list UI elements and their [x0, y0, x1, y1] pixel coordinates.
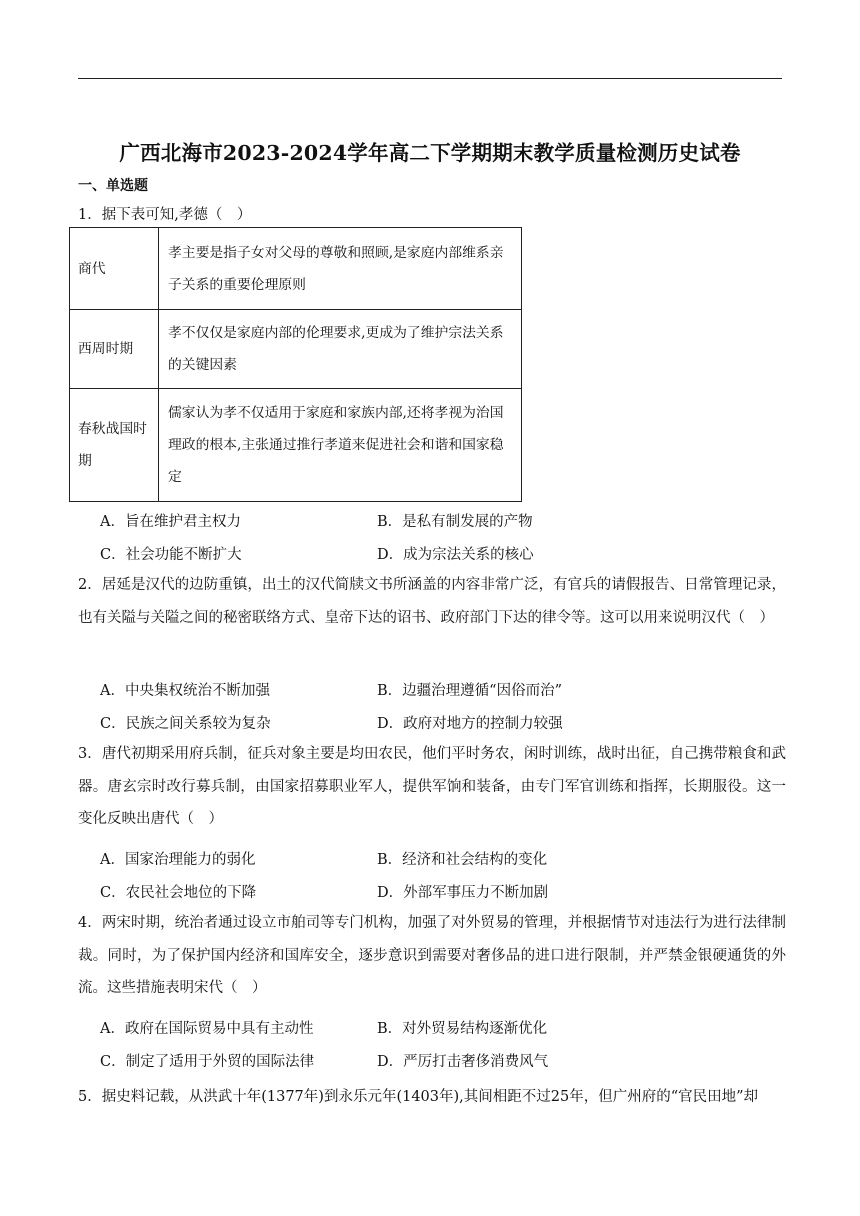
- table-row: [70, 310, 522, 389]
- question-3-option-b[interactable]: B．经济和社会结构的变化: [377, 852, 548, 868]
- question-1-option-d[interactable]: D．成为宗法关系的核心: [377, 547, 534, 563]
- question-3-option-d[interactable]: D．外部军事压力不断加剧: [377, 885, 549, 901]
- exam-title: 广西北海市2023-2024学年高二下学期期末教学质量检测历史试卷: [119, 141, 741, 165]
- table-cell-era: 商代: [70, 228, 159, 310]
- question-1-table: [69, 227, 522, 502]
- question-4-option-b[interactable]: B．对外贸易结构逐渐优化: [377, 1021, 548, 1037]
- table-cell-desc: 儒家认为孝不仅适用于家庭和家族内部,还将孝视为治国理政的根本,主张通过推行孝道来促进社会和谐和国家稳定: [159, 389, 522, 502]
- table-row: [70, 228, 522, 310]
- question-1-option-a[interactable]: A．旨在维护君主权力: [100, 514, 241, 530]
- header-rule: [78, 78, 782, 79]
- question-4-option-a[interactable]: A．政府在国际贸易中具有主动性: [100, 1021, 314, 1037]
- question-1-stem: 1．据下表可知,孝德（ ）: [78, 207, 252, 223]
- question-4-option-c[interactable]: C．制定了适用于外贸的国际法律: [100, 1054, 315, 1070]
- question-2-option-d[interactable]: D．政府对地方的控制力较强: [377, 716, 563, 732]
- question-2-option-a[interactable]: A．中央集权统治不断加强: [100, 683, 270, 699]
- question-3-option-a[interactable]: A．国家治理能力的弱化: [100, 852, 256, 868]
- question-5-stem: 5．据史料记载，从洪武十年(1377年)到永乐元年(1403年),其间相距不过25年，但广州府的“官民田地”却: [78, 1089, 759, 1105]
- question-1-option-b[interactable]: B．是私有制发展的产物: [377, 514, 533, 530]
- question-4-option-d[interactable]: D．严厉打击奢侈消费风气: [377, 1054, 549, 1070]
- table-cell-era: 西周时期: [70, 310, 159, 389]
- table-cell-desc: 孝不仅仅是家庭内部的伦理要求,更成为了维护宗法关系的关键因素: [159, 310, 522, 389]
- question-1-option-c[interactable]: C．社会功能不断扩大: [100, 547, 242, 563]
- question-2-option-c[interactable]: C．民族之间关系较为复杂: [100, 716, 271, 732]
- table-cell-desc: 孝主要是指子女对父母的尊敬和照顾,是家庭内部维系亲子关系的重要伦理原则: [159, 228, 522, 310]
- table-cell-era: 春秋战国时期: [70, 389, 159, 502]
- question-4-stem: 4．两宋时期，统治者通过设立市舶司等专门机构，加强了对外贸易的管理，并根据情节对违法行为进行法律制裁。同时，为了保护国内经济和国库安全，逐步意识到需要对奢侈品的进口进行限制，并严禁金银硬通货的外流。这些措施表明宋代（ ）: [78, 915, 786, 996]
- question-3-stem: 3．唐代初期采用府兵制，征兵对象主要是均田农民，他们平时务农，闲时训练，战时出征，自己携带粮食和武器。唐玄宗时改行募兵制，由国家招募职业军人，提供军饷和装备，由专门军官训练和指挥，长期服役。这一变化反映出唐代（ ）: [78, 746, 786, 827]
- section-heading: 一、单选题: [78, 178, 148, 194]
- table-row: [70, 389, 522, 502]
- question-3-option-c[interactable]: C．农民社会地位的下降: [100, 885, 257, 901]
- question-2-stem: 2．居延是汉代的边防重镇，出土的汉代简牍文书所涵盖的内容非常广泛，有官兵的请假报告、日常管理记录，也有关隘与关隘之间的秘密联络方式、皇帝下达的诏书、政府部门下达的律令等。这可以用来说明汉代（ ）: [78, 577, 786, 626]
- question-2-option-b[interactable]: B．边疆治理遵循“因俗而治”: [377, 683, 562, 699]
